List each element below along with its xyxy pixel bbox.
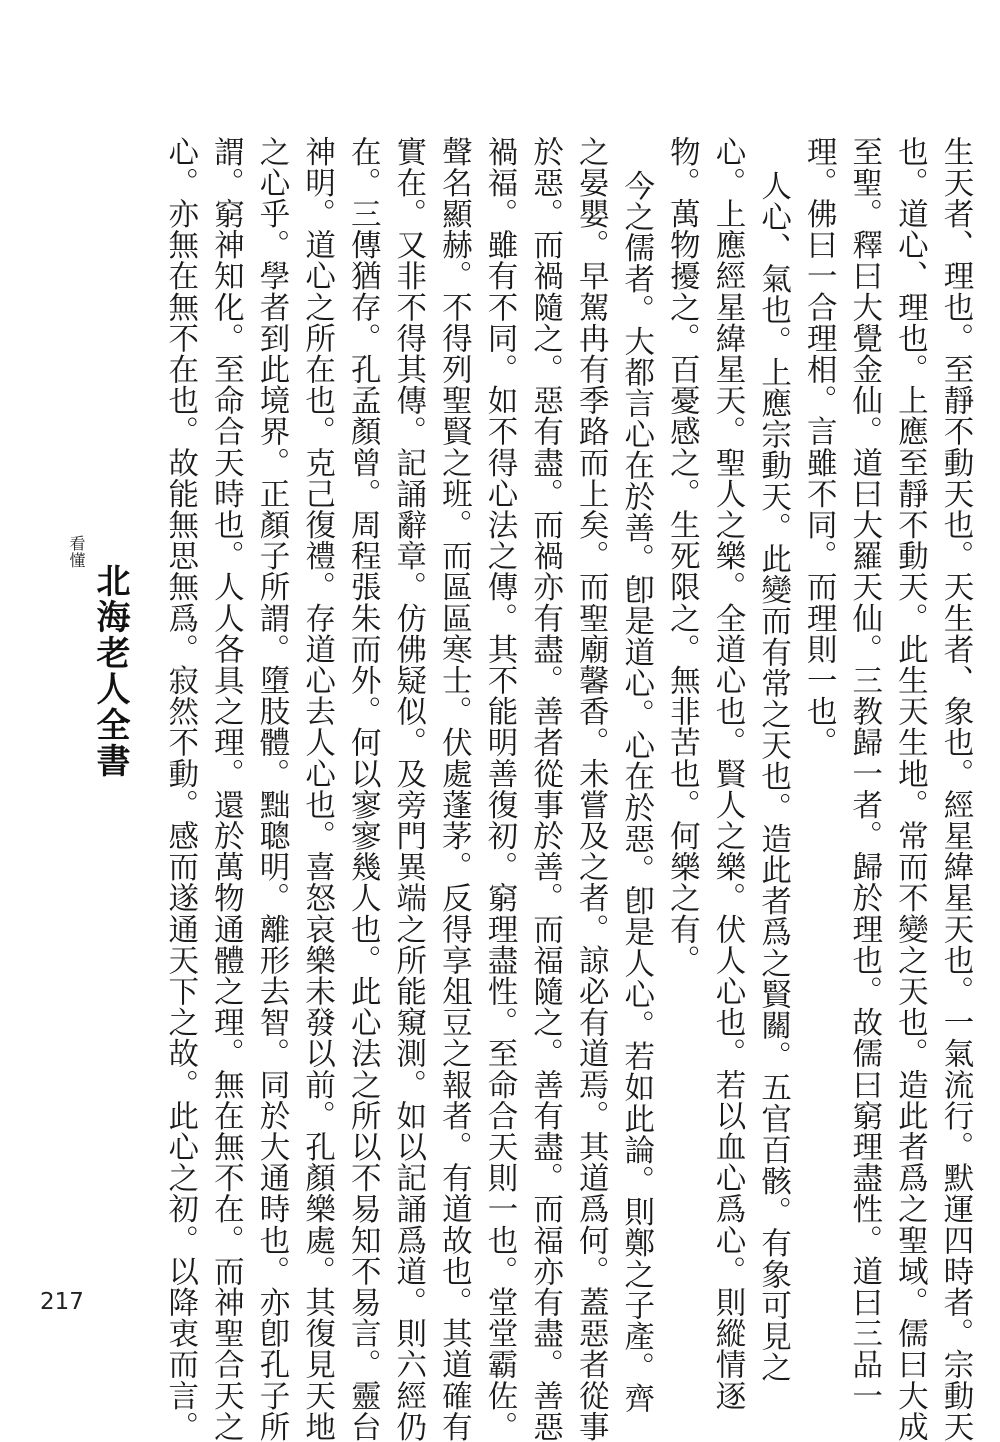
text-column: 在。三傳猶存。孔孟顏曾。周程張朱而外。何以寥寥幾人也。此心法之所以不易知不易言。靈台	[345, 136, 381, 1442]
text-column: 實在。又非不得其傳。記誦辭章。仿佛疑似。及旁門異端之所能窺測。如以記誦爲道。則六經仍	[390, 136, 426, 1442]
text-column: 也。道心、理也。上應至靜不動天。此生天生地。常而不變之天也。造此者爲之聖域。儒曰大成	[892, 136, 928, 1442]
text-column: 謂。窮神知化。至命合天時也。人人各具之理。還於萬物通體之理。無在無不在。而神聖合天之	[208, 136, 244, 1442]
text-column: 之晏嬰。早駕冉有季路而上矣。而聖廟馨香。未嘗及之者。諒必有道焉。其道爲何。蓋惡者從事	[573, 136, 609, 1442]
book-title-block	[58, 535, 128, 785]
text-column: 生天者、理也。至靜不動天也。天生者、象也。經星緯星天也。一氣流行。默運四時者。宗動天	[938, 136, 973, 1442]
text-column: 禍福。雖有不同。如不得心法之傳。其不能明善復初。窮理盡性。至命合天則一也。堂堂霸佐。	[482, 136, 517, 1442]
book-title: 北海老人全書	[90, 563, 130, 779]
text-column: 物。萬物擾之。百憂感之。生死限之。無非苦也。何樂之有。	[664, 136, 700, 976]
text-column: 心。亦無在無不在也。故能無思無爲。寂然不動。感而遂通天下之故。此心之初。以降衷而言。	[162, 136, 198, 1442]
text-column: 人心、氣也。上應宗動天。此變而有常之天也。造此者爲之賢關。五官百骸。有象可見之	[755, 170, 791, 1383]
text-column: 神明。道心之所在也。克己復禮。存道心去人心也。喜怒哀樂未發以前。孔顏樂處。其復見天地	[299, 136, 335, 1442]
text-column: 聲名顯赫。不得列聖賢之班。而區區寒士。伏處蓬茅。反得享俎豆之報者。有道故也。其道確有	[436, 136, 472, 1442]
text-column: 之心乎。學者到此境界。正顏子所謂。墮肢體。黜聰明。離形去智。同於大通時也。亦卽孔子所	[254, 136, 289, 1442]
text-column: 理。佛曰一合理相。言雖不同。而理則一也。	[801, 136, 837, 758]
series-label: 看懂	[67, 535, 86, 569]
text-column: 今之儒者。大都言心在於善。卽是道心。心在於惡。卽是人心。若如此論。則鄭之子產。齊	[618, 170, 654, 1414]
text-column: 至聖。釋曰大覺金仙。道曰大羅天仙。三教歸一者。歸於理也。故儒曰窮理盡性。道曰三品一	[846, 136, 882, 1412]
text-column: 於惡。而禍隨之。惡有盡。而禍亦有盡。善者從事於善。而福隨之。善有盡。而福亦有盡。善惡	[527, 136, 563, 1442]
text-column: 心。上應經星緯星天。聖人之樂。全道心也。賢人之樂。伏人心也。若以血心爲心。則縱情逐	[710, 136, 745, 1412]
page-number: 217	[40, 1289, 84, 1315]
